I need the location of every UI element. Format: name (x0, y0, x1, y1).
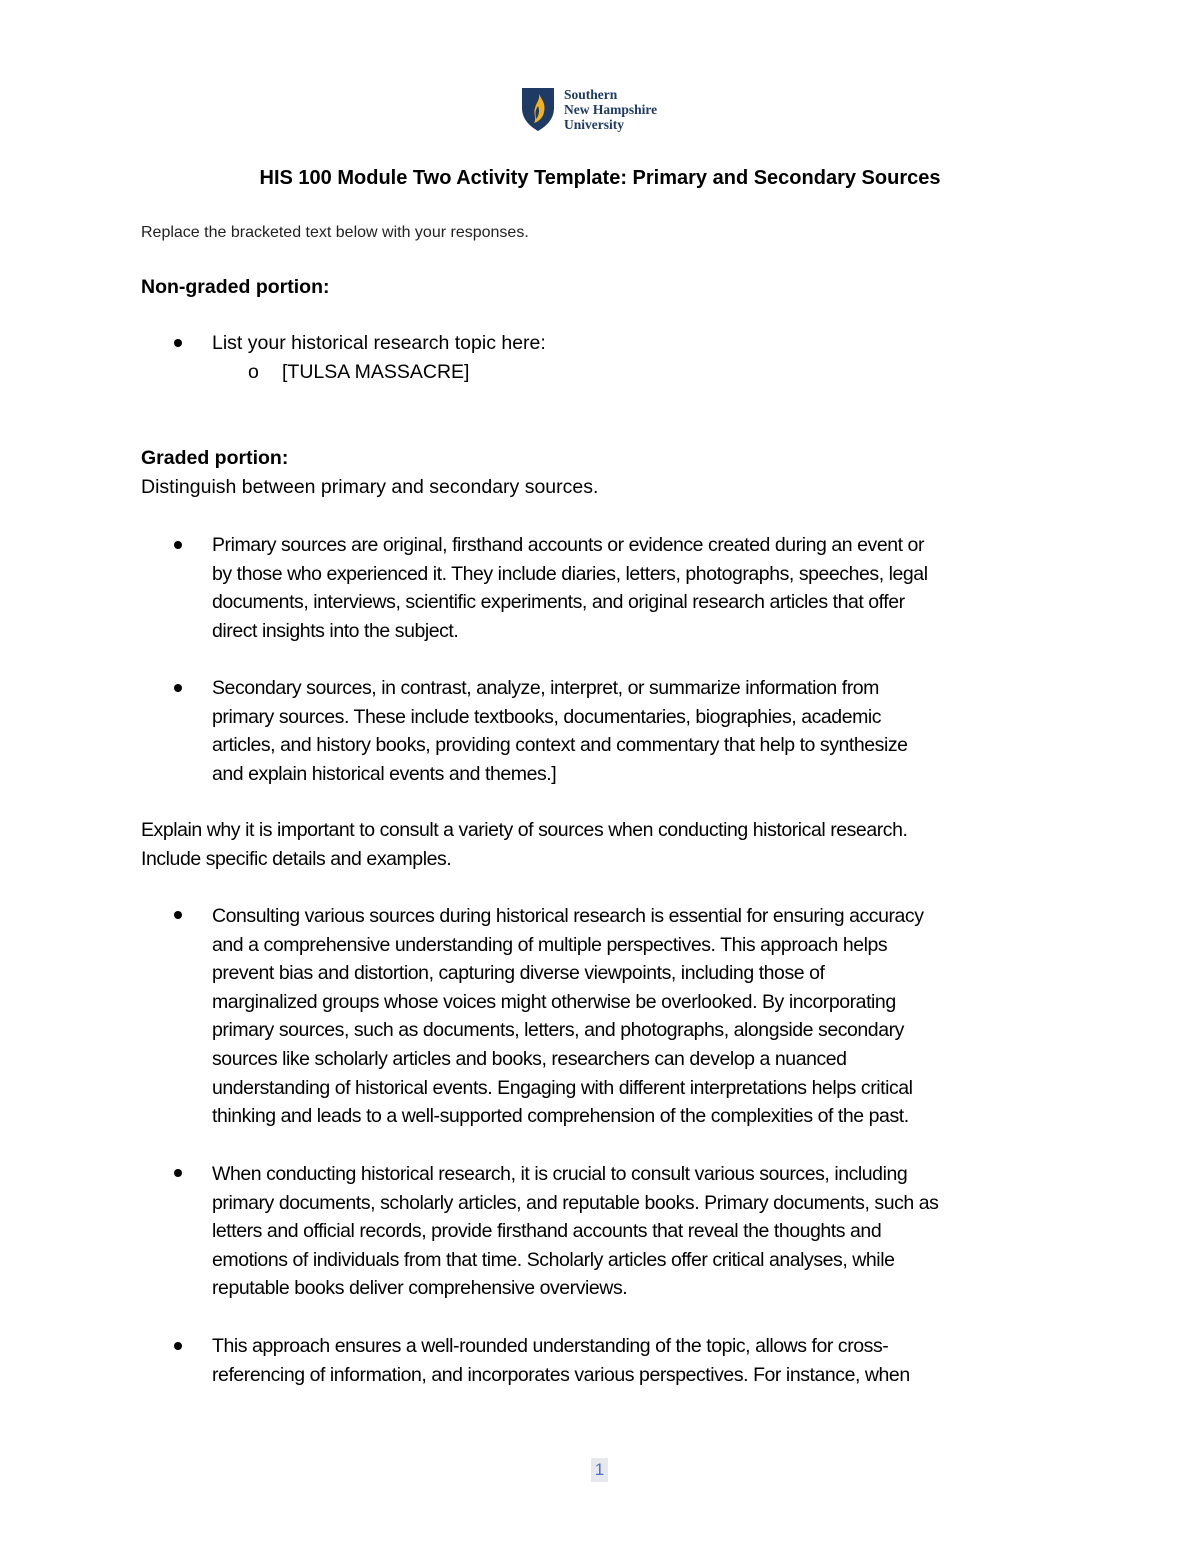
text-line: primary sources. These include textbooks, documentaries, biographies, academic (212, 705, 882, 728)
text-line: This approach ensures a well-rounded understanding of the topic, allows for cross- (212, 1335, 889, 1357)
text-line: reputable books deliver comprehensive overviews. (212, 1277, 628, 1300)
logo-wordmark (564, 87, 657, 132)
sub-bullet-icon: o (248, 361, 259, 383)
text-line: When conducting historical research, it is crucial to consult various sources, including (212, 1163, 908, 1185)
text-line: thinking and leads to a well-supported comprehension of the complexities of the past. (212, 1105, 909, 1128)
paragraph-primary-sources (212, 531, 1072, 645)
text-line: understanding of historical events. Engaging with different interpretations helps critical (212, 1076, 913, 1099)
text-line: direct insights into the subject. (212, 619, 459, 642)
logo-line-3: University (564, 116, 624, 132)
text-line: Primary sources are original, firsthand accounts or evidence created during an event or (212, 534, 924, 556)
document-title: HIS 100 Module Two Activity Template: Primary and Secondary Sources (259, 167, 941, 189)
shield-flame-icon (520, 86, 556, 132)
text-line: Secondary sources, in contrast, analyze, interpret, or summarize information from (212, 677, 879, 699)
text-line: and a comprehensive understanding of multiple perspectives. This approach helps (212, 933, 888, 956)
paragraph-approach (212, 1332, 1072, 1389)
bullet-icon (174, 339, 182, 347)
text-line: and explain historical events and themes.] (212, 762, 557, 785)
text-line: prevent bias and distortion, capturing diverse viewpoints, including those of (212, 962, 825, 985)
university-logo (520, 84, 690, 134)
text-line: primary documents, scholarly articles, and reputable books. Primary documents, such as (212, 1191, 939, 1214)
instructions: Replace the bracketed text below with your responses. (141, 224, 529, 241)
text-line: marginalized groups whose voices might otherwise be overlooked. By incorporating (212, 990, 896, 1013)
bullet-icon (174, 911, 182, 919)
paragraph-consult-sources (212, 1160, 1072, 1303)
text-line: Explain why it is important to consult a variety of sources when conducting historical research. (141, 819, 908, 841)
text-line: letters and official records, provide firsthand accounts that reveal the thoughts and (212, 1220, 882, 1243)
non-graded-heading: Non-graded portion: (141, 276, 330, 298)
bullet-icon (174, 1342, 182, 1350)
text-line: Consulting various sources during historical research is essential for ensuring accuracy (212, 905, 924, 927)
paragraph-variety-sources (212, 902, 1072, 1131)
paragraph-secondary-sources (212, 674, 1072, 788)
page-number: 1 (591, 1458, 608, 1482)
text-line: referencing of information, and incorporates various perspectives. For instance, when (212, 1363, 910, 1386)
text-line: primary sources, such as documents, letters, and photographs, alongside secondary (212, 1019, 904, 1042)
text-line: Include specific details and examples. (141, 847, 452, 870)
prompt-explain (141, 816, 1071, 873)
bullet-icon (174, 541, 182, 549)
bullet-icon (174, 684, 182, 692)
text-line: articles, and history books, providing context and commentary that help to synthesize (212, 734, 908, 757)
logo-line-1: Southern (564, 86, 618, 102)
text-line: sources like scholarly articles and books, researchers can develop a nuanced (212, 1047, 847, 1070)
graded-heading: Graded portion: (141, 447, 289, 469)
prompt-distinguish: Distinguish between primary and secondary sources. (141, 476, 599, 498)
topic-prompt: List your historical research topic here: (212, 332, 546, 354)
bullet-icon (174, 1169, 182, 1177)
research-topic: [TULSA MASSACRE] (282, 361, 470, 383)
text-line: by those who experienced it. They include diaries, letters, photographs, speeches, legal (212, 562, 928, 585)
logo-line-2: New Hampshire (564, 101, 658, 117)
text-line: emotions of individuals from that time. Scholarly articles offer critical analyses, while (212, 1248, 895, 1271)
text-line: documents, interviews, scientific experiments, and original research articles that offer (212, 591, 905, 614)
